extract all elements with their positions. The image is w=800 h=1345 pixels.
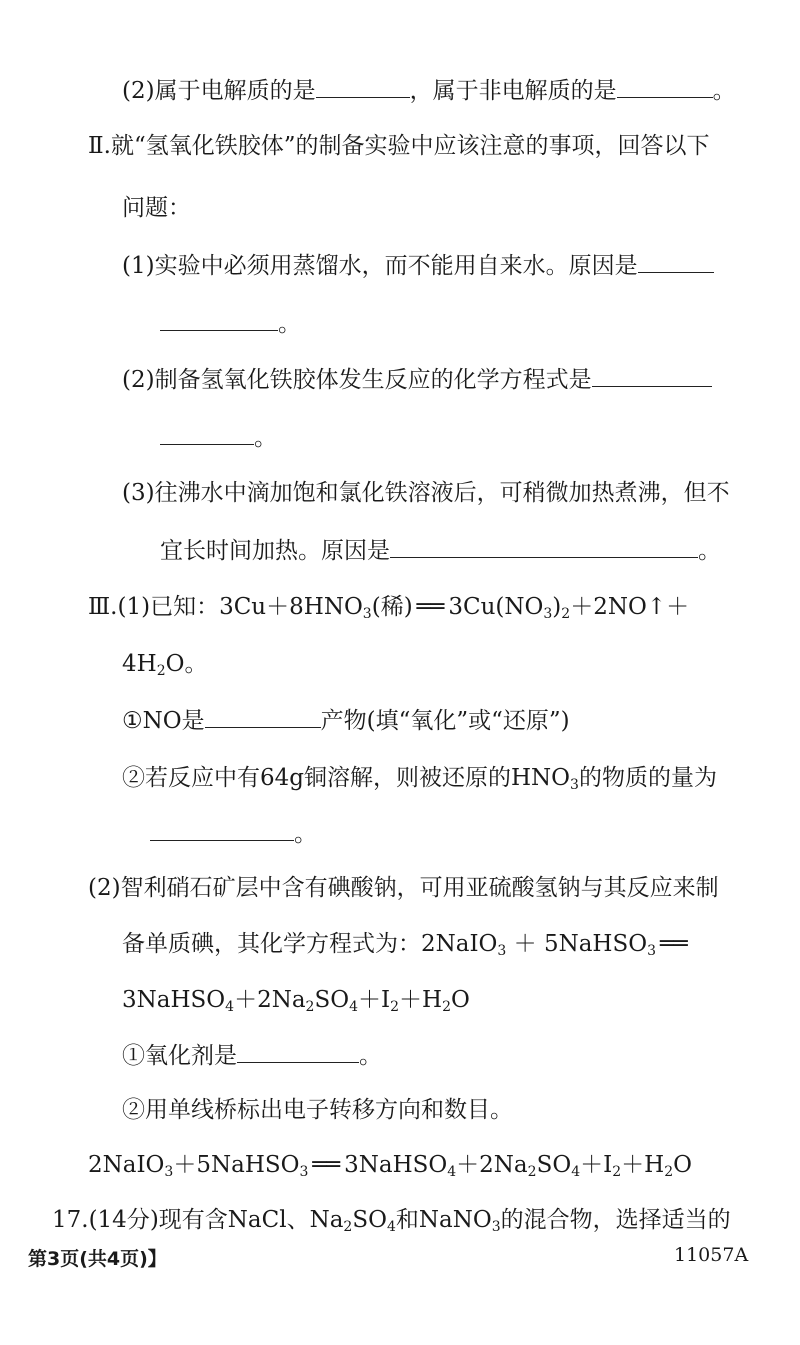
equals-sign: ══: [416, 594, 445, 620]
section-2-q3-cont: 宜长时间加热。原因是 。: [160, 535, 721, 566]
section-2-q1: (1)实验中必须用蒸馏水，而不能用自来水。原因是: [122, 250, 714, 281]
equals-sign: ══: [660, 931, 688, 957]
equals-sign: ══: [312, 1152, 341, 1178]
section-3-eq2: $3NaHSO_4+2Na_2SO_4+I_2+H_2O$: [122, 987, 470, 1015]
section-2-heading-cont: 问题：: [122, 195, 191, 221]
document-code: 11057A: [674, 1244, 749, 1266]
answer-blank: [237, 1040, 359, 1063]
up-arrow-icon: ↑: [646, 594, 667, 620]
section-3-part2-cont: 备单质碘，其化学方程式为：2NaIO$_3$ ＋ 5NaHSO$_3$ ══: [122, 931, 688, 959]
section-3-eq1: Ⅲ.(1)已知：$3Cu+8HNO_3$(稀) ══ $3Cu(NO_3)_2+2NO↑+$: [88, 594, 690, 622]
section-2-q3: (3)往沸水中滴加饱和氯化铁溶液后，可稍微加热煮沸，但不: [122, 480, 730, 506]
section-3-eq1-cont: $4H_2O$。: [122, 651, 208, 679]
answer-blank: [316, 75, 410, 98]
section-3-sub4: ②用单线桥标出电子转移方向和数目。: [122, 1097, 513, 1123]
page-number: 第3页(共4页)】: [28, 1248, 167, 1270]
section-3-eq3: 2NaIO$_3$＋5NaHSO$_3$ ══ $3NaHSO_4+2Na_2SO_4+I_2+H_2O$: [88, 1152, 692, 1180]
section-3-sub2: ②若反应中有64g铜溶解，则被还原的$HNO_3$的物质的量为: [122, 765, 717, 793]
answer-blank: [160, 308, 278, 331]
section-3-sub2-cont: 。: [150, 818, 317, 849]
answer-blank: [160, 422, 254, 445]
section-3-sub1: ①NO是 产物(填“氧化”或“还原”): [122, 705, 570, 736]
answer-blank: [592, 364, 712, 387]
answer-blank: [205, 705, 321, 728]
section-2-q2: (2)制备氢氧化铁胶体发生反应的化学方程式是: [122, 364, 712, 395]
section-3-part2: (2)智利硝石矿层中含有碘酸钠，可用亚硫酸氢钠与其反应来制: [88, 875, 719, 901]
answer-blank: [617, 75, 713, 98]
section-2-q1-cont: 。: [160, 308, 301, 339]
answer-blank: [638, 250, 714, 273]
question-17: 17.(14分)现有含NaCl、$Na_2SO_4$和NaNO$_3$的混合物，选择适当的: [52, 1207, 731, 1235]
section-2-q2-cont: 。: [160, 422, 277, 453]
section-2-heading: Ⅱ.就“氢氧化铁胶体”的制备实验中应该注意的事项，回答以下: [88, 133, 710, 159]
question-2-electrolyte: (2)属于电解质的是 ，属于非电解质的是 。: [122, 75, 736, 106]
section-3-sub3: ①氧化剂是 。: [122, 1040, 382, 1071]
answer-blank: [150, 818, 294, 841]
answer-blank: [390, 535, 698, 558]
